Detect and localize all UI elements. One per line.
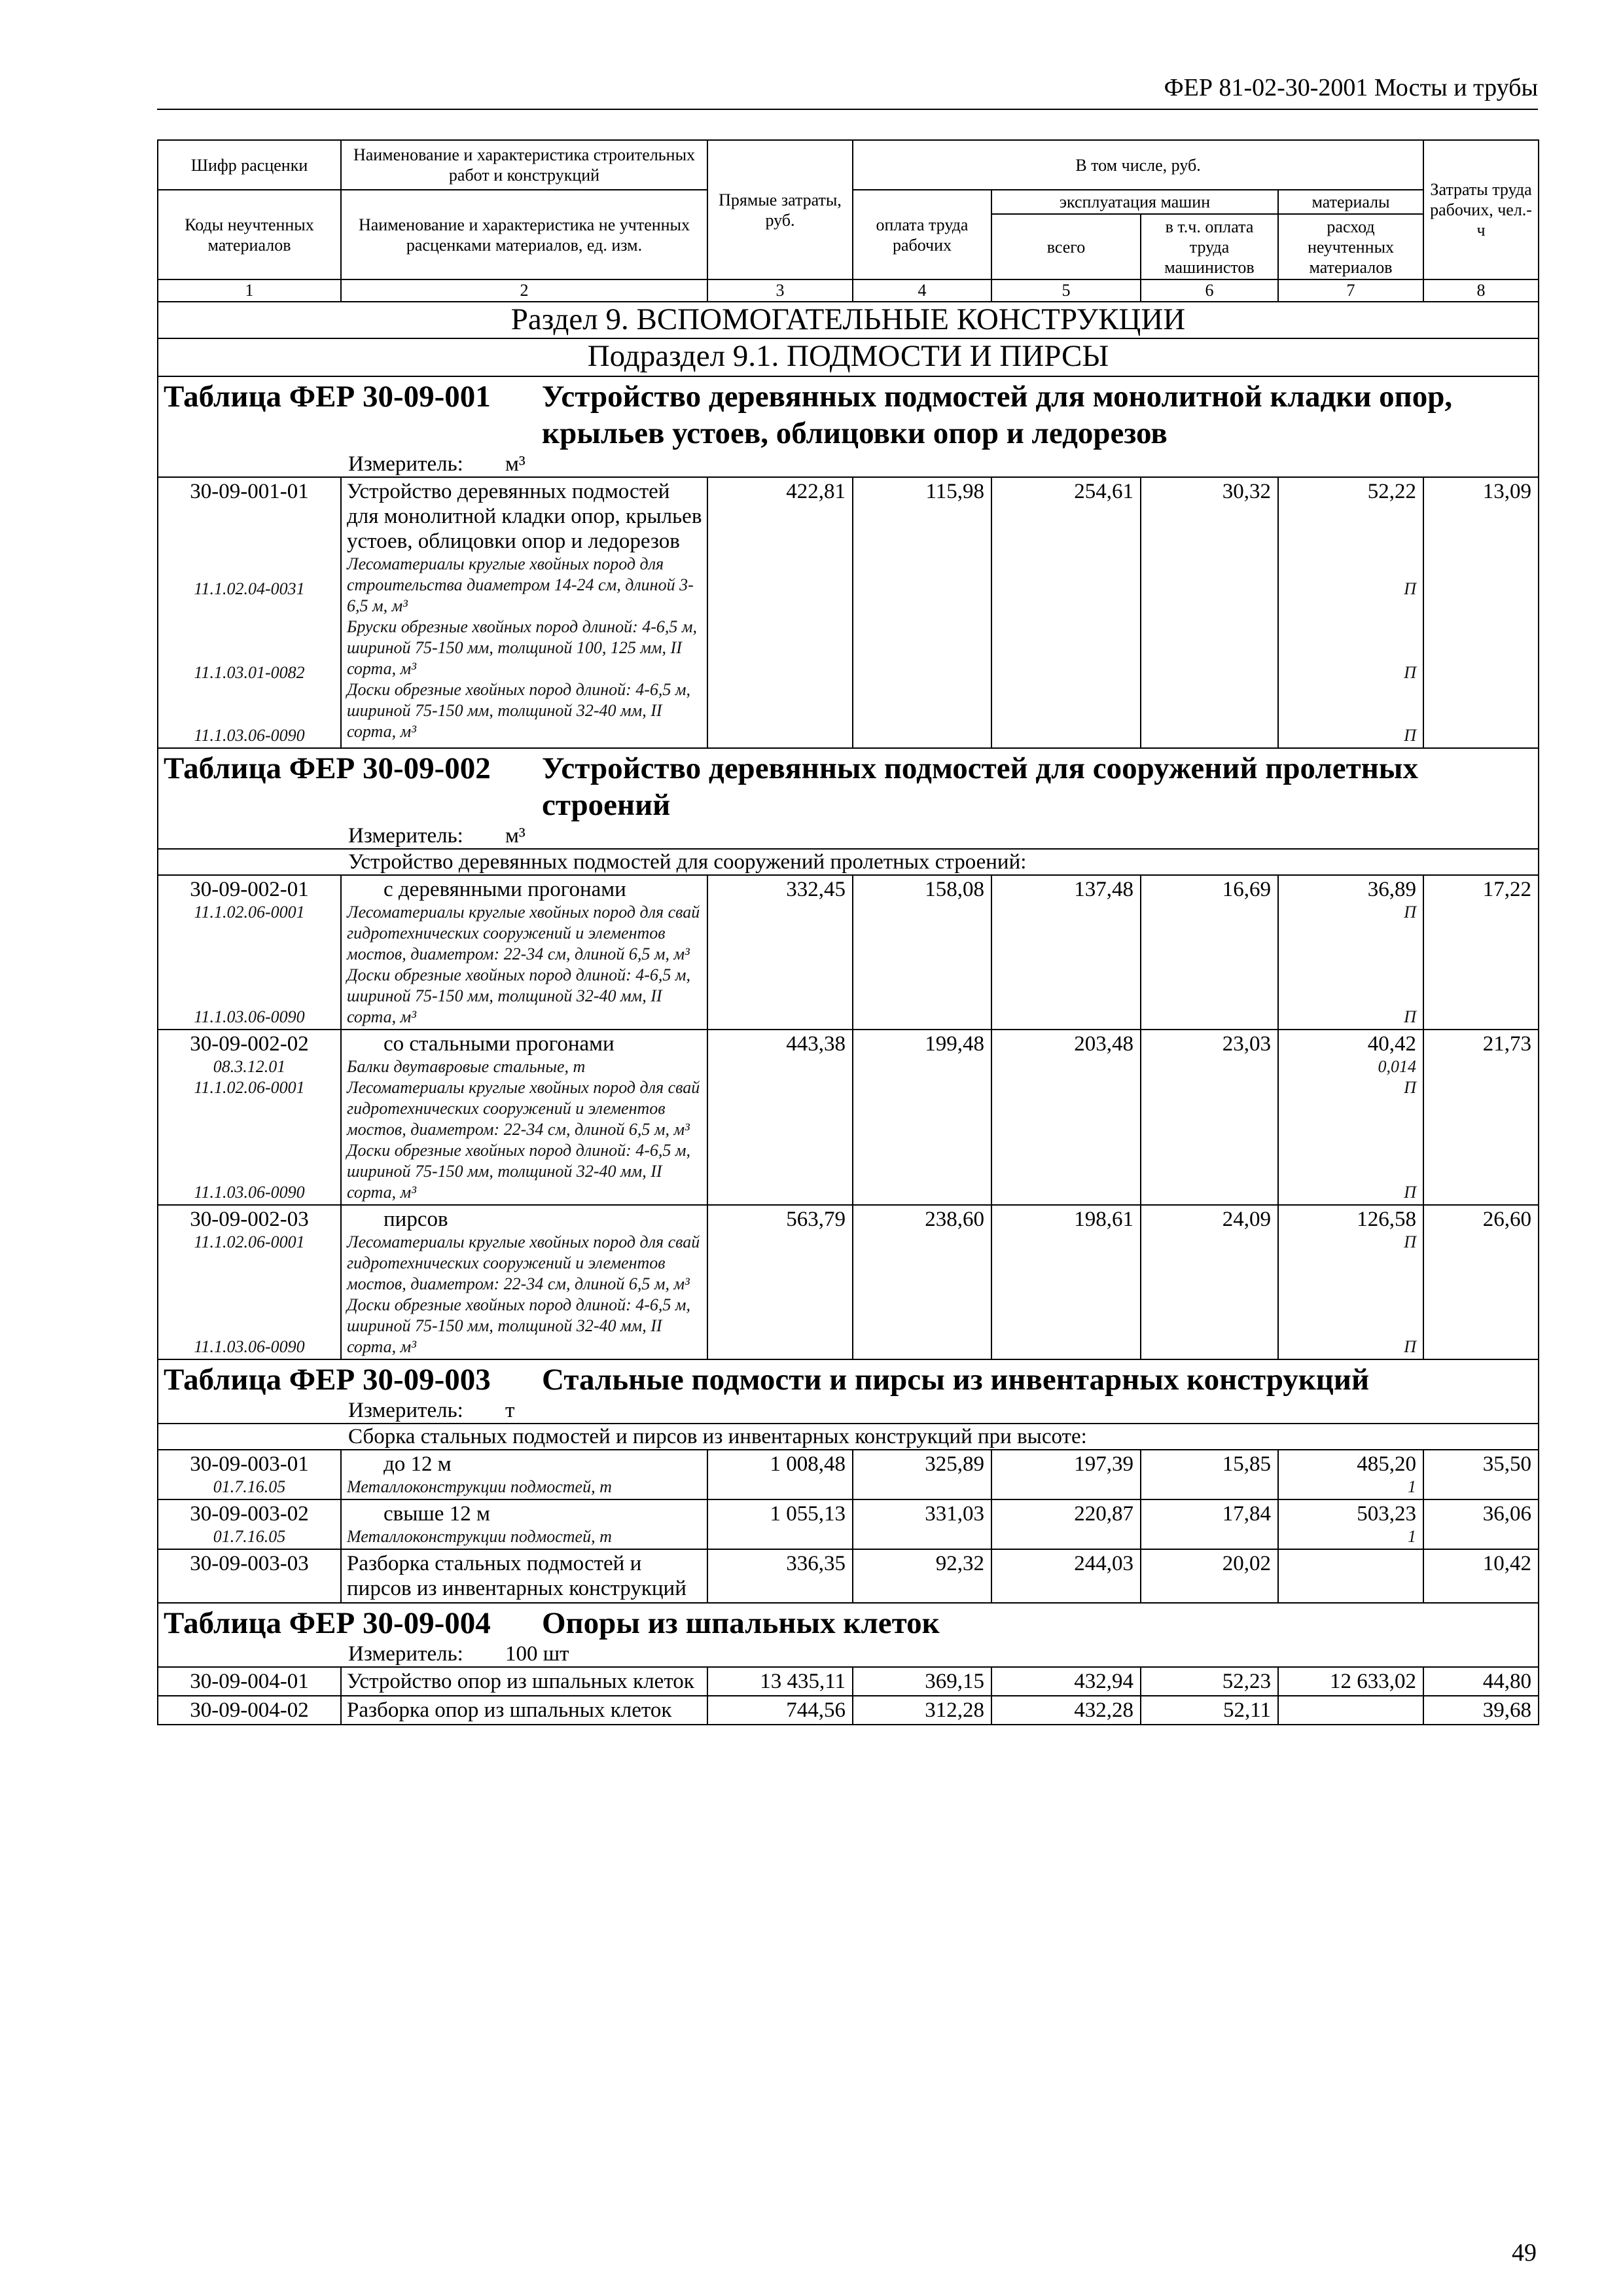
- material-qty: П: [1404, 1078, 1417, 1097]
- rates-table: [157, 139, 1539, 1725]
- machines-total: 432,94: [991, 1667, 1141, 1696]
- material-code: 08.3.12.01: [213, 1057, 286, 1076]
- measure-row: [158, 452, 1539, 477]
- rate-code-cell: [158, 477, 341, 748]
- table-subheading: Устройство деревянных подмостей для сооружений пролетных строений:: [158, 849, 1539, 875]
- direct-cost: 1 055,13: [707, 1499, 853, 1549]
- rate-code: 30-09-001-01: [190, 480, 309, 503]
- table-heading: [158, 376, 1539, 452]
- table-title: Устройство деревянных подмостей для сооружений пролетных строений: [542, 751, 1418, 822]
- labor-hours: 39,68: [1423, 1696, 1539, 1725]
- table-row: [158, 1667, 1539, 1696]
- materials-cell: [1278, 875, 1423, 1030]
- table-title: Опоры из шпальных клеток: [542, 1606, 940, 1640]
- rate-code: 30-09-003-01: [190, 1452, 309, 1476]
- table-code: Таблица ФЕР 30-09-002: [164, 751, 491, 785]
- measure-label: Измеритель:: [348, 824, 463, 848]
- col-labor-pay: оплата труда рабочих: [853, 190, 991, 279]
- materials-cost: 36,89: [1367, 878, 1417, 901]
- material-name: Лесоматериалы круглые хвойных пород для свай гидротехнических сооружений и элементов мостов, диаметром: 22-34 см, длиной 6,5 м, м³: [347, 1078, 700, 1139]
- machines-total: 203,48: [991, 1030, 1141, 1205]
- material-qty: П: [1404, 1232, 1417, 1251]
- rate-code: 30-09-004-01: [158, 1667, 341, 1696]
- materials-cost: [1278, 1696, 1423, 1725]
- material-name: Доски обрезные хвойных пород длиной: 4-6,5 м, шириной 75-150 мм, толщиной 32-40 мм, II сорта, м³: [347, 680, 691, 741]
- materials-cost: [1278, 1549, 1423, 1603]
- machines-total: 198,61: [991, 1205, 1141, 1359]
- material-code: 11.1.02.06-0001: [194, 903, 305, 922]
- material-qty: 1: [1408, 1477, 1417, 1496]
- rate-code: 30-09-003-03: [158, 1549, 341, 1603]
- material-name: Балки двутавровые стальные, т: [347, 1057, 586, 1076]
- col-number: 4: [853, 279, 991, 302]
- material-name: Бруски обрезные хвойных пород длиной: 4-6,5 м, шириной 75-150 мм, толщиной 100, 125 мм, II сорта, м³: [347, 617, 697, 678]
- labor-pay: 369,15: [853, 1667, 991, 1696]
- direct-cost: 443,38: [707, 1030, 853, 1205]
- labor-hours: 10,42: [1423, 1549, 1539, 1603]
- rate-name: Устройство опор из шпальных клеток: [341, 1667, 707, 1696]
- rate-code-cell: [158, 1205, 341, 1359]
- machinists-pay: 15,85: [1141, 1450, 1278, 1499]
- labor-hours: 36,06: [1423, 1499, 1539, 1549]
- col-number: 1: [158, 279, 341, 302]
- col-shifr: Шифр расценки: [158, 140, 341, 190]
- page-header: [157, 65, 1538, 110]
- machinists-pay: 52,11: [1141, 1696, 1278, 1725]
- material-code: 01.7.16.05: [213, 1527, 286, 1546]
- rate-name: Разборка стальных подмостей и пирсов из инвентарных конструкций: [341, 1549, 707, 1603]
- table-row: [158, 1030, 1539, 1205]
- rate-desc-cell: [341, 1030, 707, 1205]
- col-incl: В том числе, руб.: [853, 140, 1423, 190]
- materials-cost: 126,58: [1357, 1208, 1417, 1231]
- material-code: 11.1.02.06-0001: [194, 1078, 305, 1097]
- material-qty: П: [1404, 579, 1417, 598]
- machinists-pay: 16,69: [1141, 875, 1278, 1030]
- rate-code-cell: [158, 1499, 341, 1549]
- material-qty: П: [1404, 726, 1417, 745]
- table-row: [158, 1499, 1539, 1549]
- table-code: Таблица ФЕР 30-09-003: [164, 1363, 491, 1397]
- labor-hours: 44,80: [1423, 1667, 1539, 1696]
- table-subheading: Сборка стальных подмостей и пирсов из инвентарных конструкций при высоте:: [158, 1424, 1539, 1450]
- rate-code-cell: [158, 1450, 341, 1499]
- direct-cost: 332,45: [707, 875, 853, 1030]
- direct-cost: 1 008,48: [707, 1450, 853, 1499]
- labor-hours: 21,73: [1423, 1030, 1539, 1205]
- labor-pay: 312,28: [853, 1696, 991, 1725]
- material-name: Металлоконструкции подмостей, т: [347, 1527, 612, 1546]
- material-name: Лесоматериалы круглые хвойных пород для свай гидротехнических сооружений и элементов мостов, диаметром: 22-34 см, длиной 6,5 м, м³: [347, 903, 700, 963]
- material-code: 11.1.02.06-0001: [194, 1232, 305, 1251]
- rate-code-cell: [158, 1030, 341, 1205]
- material-qty: П: [1404, 663, 1417, 682]
- rate-name: до 12 м: [383, 1452, 452, 1476]
- machines-total: 432,28: [991, 1696, 1141, 1725]
- rate-code: 30-09-002-01: [190, 878, 309, 901]
- col-number: 6: [1141, 279, 1278, 302]
- materials-cost: 503,23: [1357, 1502, 1417, 1526]
- material-code: 11.1.03.06-0090: [194, 1337, 305, 1356]
- measure-label: Измеритель:: [348, 1642, 463, 1666]
- col-name-bottom: Наименование и характеристика не учтенных расценками материалов, ед. изм.: [341, 190, 707, 279]
- col-number: 8: [1423, 279, 1539, 302]
- table-row: [158, 1696, 1539, 1725]
- rate-desc-cell: [341, 875, 707, 1030]
- material-name: Доски обрезные хвойных пород длиной: 4-6,5 м, шириной 75-150 мм, толщиной 32-40 мм, II сорта, м³: [347, 1141, 691, 1202]
- measure-label: Измеритель:: [348, 452, 463, 476]
- col-labor-cost: Затраты труда рабочих, чел.-ч: [1423, 140, 1539, 279]
- table-row: [158, 875, 1539, 1030]
- materials-cell: [1278, 1450, 1423, 1499]
- col-number: 2: [341, 279, 707, 302]
- labor-pay: 92,32: [853, 1549, 991, 1603]
- rate-desc-cell: [341, 1205, 707, 1359]
- rate-desc-cell: [341, 477, 707, 748]
- col-materials: материалы: [1278, 190, 1423, 214]
- material-code: 11.1.03.01-0082: [194, 663, 305, 682]
- measure-row: [158, 1398, 1539, 1424]
- measure-row: [158, 1641, 1539, 1667]
- machinists-pay: 23,03: [1141, 1030, 1278, 1205]
- header-row-1: [158, 140, 1539, 190]
- material-qty: П: [1404, 1183, 1417, 1202]
- table-heading: [158, 1359, 1539, 1398]
- materials-cell: [1278, 1030, 1423, 1205]
- rate-desc-cell: [341, 1499, 707, 1549]
- rate-name: Разборка опор из шпальных клеток: [341, 1696, 707, 1725]
- col-number: 5: [991, 279, 1141, 302]
- table-code: Таблица ФЕР 30-09-004: [164, 1606, 491, 1640]
- materials-cost: 485,20: [1357, 1452, 1417, 1476]
- rate-code: 30-09-003-02: [190, 1502, 309, 1526]
- measure-row: [158, 823, 1539, 849]
- document-title: ФЕР 81-02-30-2001 Мосты и трубы: [1164, 74, 1538, 101]
- table-row: [158, 477, 1539, 748]
- materials-cell: [1278, 477, 1423, 748]
- direct-cost: 422,81: [707, 477, 853, 748]
- measure-unit: м³: [505, 824, 526, 848]
- materials-cost: 12 633,02: [1278, 1667, 1423, 1696]
- material-qty: 0,014: [1378, 1057, 1417, 1076]
- machinists-pay: 20,02: [1141, 1549, 1278, 1603]
- table-code: Таблица ФЕР 30-09-001: [164, 380, 491, 414]
- direct-cost: 336,35: [707, 1549, 853, 1603]
- table-row: [158, 1549, 1539, 1603]
- labor-pay: 325,89: [853, 1450, 991, 1499]
- material-qty: П: [1404, 903, 1417, 922]
- rate-name: свыше 12 м: [383, 1502, 490, 1526]
- machines-total: 197,39: [991, 1450, 1141, 1499]
- material-code: 11.1.03.06-0090: [194, 1183, 305, 1202]
- rate-name: Устройство деревянных подмостей для монолитной кладки опор, крыльев устоев, облицовки опор и ледорезов: [347, 480, 702, 553]
- labor-pay: 115,98: [853, 477, 991, 748]
- direct-cost: 744,56: [707, 1696, 853, 1725]
- machinists-pay: 17,84: [1141, 1499, 1278, 1549]
- material-qty: П: [1404, 1007, 1417, 1026]
- material-qty: 1: [1408, 1527, 1417, 1546]
- table-row: [158, 1450, 1539, 1499]
- col-codes: Коды неучтенных материалов: [158, 190, 341, 279]
- labor-hours: 35,50: [1423, 1450, 1539, 1499]
- rate-name: со стальными прогонами: [383, 1032, 615, 1056]
- machines-total: 137,48: [991, 875, 1141, 1030]
- labor-hours: 17,22: [1423, 875, 1539, 1030]
- rate-name: пирсов: [383, 1208, 448, 1231]
- col-machinists: в т.ч. оплата труда машинистов: [1141, 214, 1278, 279]
- materials-cost: 40,42: [1367, 1032, 1417, 1056]
- material-code: 11.1.03.06-0090: [194, 726, 305, 745]
- machinists-pay: 24,09: [1141, 1205, 1278, 1359]
- rate-desc-cell: [341, 1450, 707, 1499]
- machines-total: 244,03: [991, 1549, 1141, 1603]
- materials-cost: 52,22: [1367, 480, 1417, 503]
- labor-pay: 331,03: [853, 1499, 991, 1549]
- material-qty: П: [1404, 1337, 1417, 1356]
- col-direct: Прямые затраты, руб.: [707, 140, 853, 279]
- table-heading: [158, 748, 1539, 823]
- material-code: 11.1.02.04-0031: [194, 579, 305, 598]
- labor-hours: 13,09: [1423, 477, 1539, 748]
- column-numbers-row: [158, 279, 1539, 302]
- machinists-pay: 30,32: [1141, 477, 1278, 748]
- measure-unit: т: [505, 1399, 515, 1422]
- table-heading: [158, 1603, 1539, 1641]
- col-machines-total: всего: [991, 214, 1141, 279]
- labor-pay: 238,60: [853, 1205, 991, 1359]
- table-title: Устройство деревянных подмостей для монолитной кладки опор, крыльев устоев, облицовки опор и ледорезов: [542, 380, 1453, 450]
- machines-total: 220,87: [991, 1499, 1141, 1549]
- rate-code: 30-09-002-03: [190, 1208, 309, 1231]
- col-materials-sub: расход неучтенных материалов: [1278, 214, 1423, 279]
- col-number: 7: [1278, 279, 1423, 302]
- direct-cost: 13 435,11: [707, 1667, 853, 1696]
- col-number: 3: [707, 279, 853, 302]
- rate-code: 30-09-002-02: [190, 1032, 309, 1056]
- measure-label: Измеритель:: [348, 1399, 463, 1422]
- section-title: Раздел 9. ВСПОМОГАТЕЛЬНЫЕ КОНСТРУКЦИИ: [158, 302, 1539, 338]
- table-title: Стальные подмости и пирсы из инвентарных конструкций: [542, 1363, 1370, 1397]
- rate-code-cell: [158, 875, 341, 1030]
- material-code: 01.7.16.05: [213, 1477, 286, 1496]
- measure-unit: 100 шт: [505, 1642, 569, 1666]
- col-machines: эксплуатация машин: [991, 190, 1278, 214]
- rate-name: с деревянными прогонами: [383, 878, 626, 901]
- table-row: [158, 1205, 1539, 1359]
- page-number: 49: [1512, 2239, 1537, 2267]
- machinists-pay: 52,23: [1141, 1667, 1278, 1696]
- labor-pay: 158,08: [853, 875, 991, 1030]
- rate-code: 30-09-004-02: [158, 1696, 341, 1725]
- materials-cell: [1278, 1499, 1423, 1549]
- material-code: 11.1.03.06-0090: [194, 1007, 305, 1026]
- material-name: Металлоконструкции подмостей, т: [347, 1477, 612, 1496]
- direct-cost: 563,79: [707, 1205, 853, 1359]
- subsection-title: Подраздел 9.1. ПОДМОСТИ И ПИРСЫ: [158, 338, 1539, 376]
- material-name: Доски обрезные хвойных пород длиной: 4-6,5 м, шириной 75-150 мм, толщиной 32-40 мм, II сорта, м³: [347, 1295, 691, 1356]
- measure-unit: м³: [505, 452, 526, 476]
- labor-hours: 26,60: [1423, 1205, 1539, 1359]
- col-name-top: Наименование и характеристика строительных работ и конструкций: [341, 140, 707, 190]
- material-name: Лесоматериалы круглые хвойных пород для свай гидротехнических сооружений и элементов мостов, диаметром: 22-34 см, длиной 6,5 м, м³: [347, 1232, 700, 1293]
- material-name: Доски обрезные хвойных пород длиной: 4-6,5 м, шириной 75-150 мм, толщиной 32-40 мм, II сорта, м³: [347, 965, 691, 1026]
- machines-total: 254,61: [991, 477, 1141, 748]
- materials-cell: [1278, 1205, 1423, 1359]
- material-name: Лесоматериалы круглые хвойных пород для строительства диаметром 14-24 см, длиной 3-6,5 м, м³: [347, 554, 694, 615]
- labor-pay: 199,48: [853, 1030, 991, 1205]
